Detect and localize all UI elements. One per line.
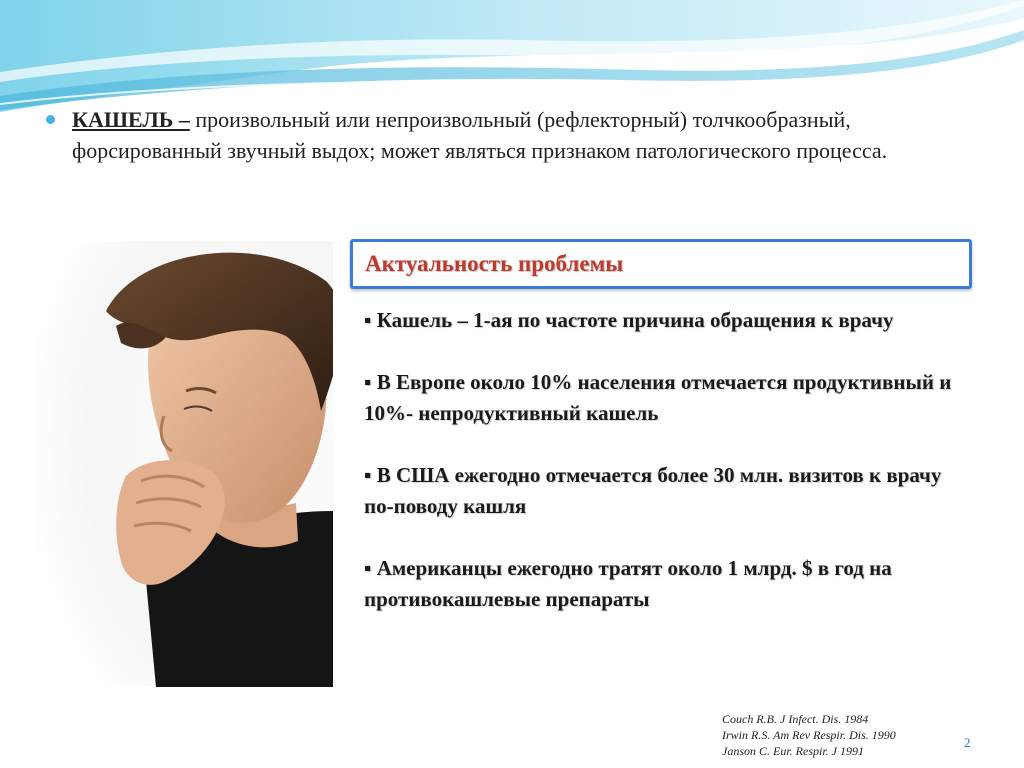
relevance-point: ▪ В Европе около 10% населения отмечается продуктивный и 10%- непродуктивный кашель: [364, 370, 952, 425]
relevance-point: ▪ Американцы ежегодно тратят около 1 млрд. $ в год на противокашлевые препараты: [364, 556, 892, 611]
definition-body: произвольный или непроизвольный (рефлекторный) толчкообразный, форсированный звучный выдох; может являться признаком патологического процесса.: [72, 107, 888, 163]
reference-item: Irwin R.S. Am Rev Respir. Dis. 1990: [722, 728, 896, 742]
relevance-point: ▪ Кашель – 1-ая по частоте причина обращения к врачу: [364, 308, 894, 332]
page-number: 2: [964, 735, 971, 750]
coughing-man-photo: [36, 241, 333, 687]
references-list: [722, 711, 896, 759]
reference-item: Janson C. Eur. Respir. J 1991: [722, 744, 864, 758]
relevance-title: Актуальность проблемы: [365, 251, 624, 276]
bullet-icon: [46, 115, 55, 124]
definition-term: КАШЕЛЬ –: [72, 107, 190, 132]
relevance-title-box: [350, 239, 972, 289]
relevance-points-list: [364, 305, 964, 615]
definition-text: [72, 104, 986, 166]
reference-item: Couch R.B. J Infect. Dis. 1984: [722, 712, 869, 726]
header-wave-decoration: [0, 0, 1024, 120]
cough-definition: [46, 104, 986, 166]
relevance-point: ▪ В США ежегодно отмечается более 30 млн. визитов к врачу по-поводу кашля: [364, 463, 942, 518]
